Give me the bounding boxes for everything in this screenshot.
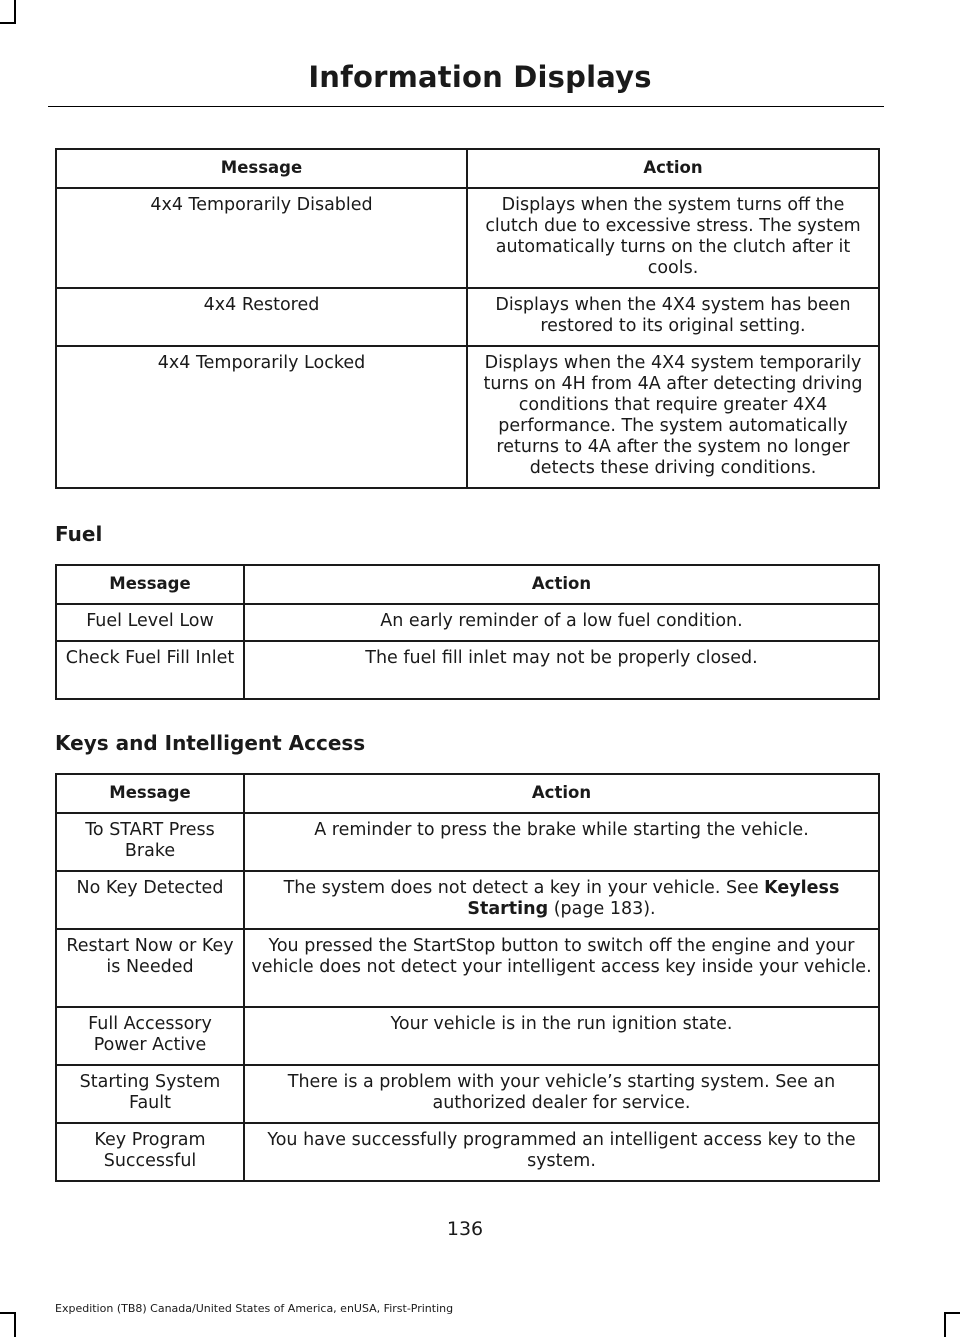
action-cell: You have successfully programmed an intelligent access key to the system. — [244, 1123, 879, 1181]
column-header-action: Action — [244, 565, 879, 604]
table-row — [56, 641, 879, 699]
page-title: Information Displays — [308, 60, 652, 94]
table-row — [56, 929, 879, 1007]
message-cell: Starting System Fault — [56, 1065, 244, 1123]
action-cell: Displays when the system turns off the clutch due to excessive stress. The system automatically turns on the clutch after it cools. — [467, 188, 879, 288]
table-fuel-messages — [55, 564, 880, 700]
action-cell: The fuel fill inlet may not be properly closed. — [244, 641, 879, 699]
message-cell: 4x4 Restored — [56, 288, 467, 346]
page-number: 136 — [446, 1218, 484, 1240]
table-row — [56, 1007, 879, 1065]
crop-mark — [0, 1312, 16, 1314]
crop-mark — [0, 22, 16, 24]
message-cell: Check Fuel Fill Inlet — [56, 641, 244, 699]
message-cell: Fuel Level Low — [56, 604, 244, 641]
title-divider — [48, 106, 884, 107]
column-header-message: Message — [56, 149, 467, 188]
action-cell — [244, 871, 879, 929]
action-cell: Displays when the 4X4 system has been restored to its original setting. — [467, 288, 879, 346]
table-row — [56, 871, 879, 929]
table-header-row — [56, 774, 879, 813]
column-header-message: Message — [56, 565, 244, 604]
table-row — [56, 188, 879, 288]
message-cell: No Key Detected — [56, 871, 244, 929]
table-row — [56, 346, 879, 488]
table-row — [56, 288, 879, 346]
message-cell: 4x4 Temporarily Locked — [56, 346, 467, 488]
table-keys-messages — [55, 773, 880, 1182]
footer-text: Expedition (TB8) Canada/United States of America, enUSA, First-Printing — [55, 1302, 454, 1315]
message-cell: To START Press Brake — [56, 813, 244, 871]
message-cell: Full Accessory Power Active — [56, 1007, 244, 1065]
table-row — [56, 604, 879, 641]
message-cell: Key Program Successful — [56, 1123, 244, 1181]
action-cell: An early reminder of a low fuel condition. — [244, 604, 879, 641]
column-header-action: Action — [244, 774, 879, 813]
table-header-row — [56, 149, 879, 188]
crop-mark — [944, 1312, 960, 1314]
section-title-fuel: Fuel — [55, 522, 103, 546]
section-title-keys: Keys and Intelligent Access — [55, 731, 366, 755]
action-cell: A reminder to press the brake while starting the vehicle. — [244, 813, 879, 871]
crop-mark — [14, 0, 16, 22]
column-header-message: Message — [56, 774, 244, 813]
action-text: The system does not detect a key in your vehicle. See — [283, 878, 765, 898]
action-cell: You pressed the StartStop button to switch off the engine and your vehicle does not detect your intelligent access key inside your vehicle. — [244, 929, 879, 1007]
action-cell: Your vehicle is in the run ignition state. — [244, 1007, 879, 1065]
table-row — [56, 1123, 879, 1181]
table-row — [56, 1065, 879, 1123]
table-4x4-messages — [55, 148, 880, 489]
crop-mark — [944, 1312, 946, 1337]
table-header-row — [56, 565, 879, 604]
action-cell: Displays when the 4X4 system temporarily turns on 4H from 4A after detecting driving conditions that require greater 4X4 performance. The system automatically returns to 4A after the system no longer detects these driving conditions. — [467, 346, 879, 488]
page-reference: (page 183). — [548, 899, 656, 919]
column-header-action: Action — [467, 149, 879, 188]
table-row — [56, 813, 879, 871]
action-cell: There is a problem with your vehicle’s starting system. See an authorized dealer for service. — [244, 1065, 879, 1123]
message-cell: 4x4 Temporarily Disabled — [56, 188, 467, 288]
keyless-starting-link[interactable]: Keyless Starting — [467, 878, 840, 919]
message-cell: Restart Now or Key is Needed — [56, 929, 244, 1007]
crop-mark — [14, 1312, 16, 1337]
